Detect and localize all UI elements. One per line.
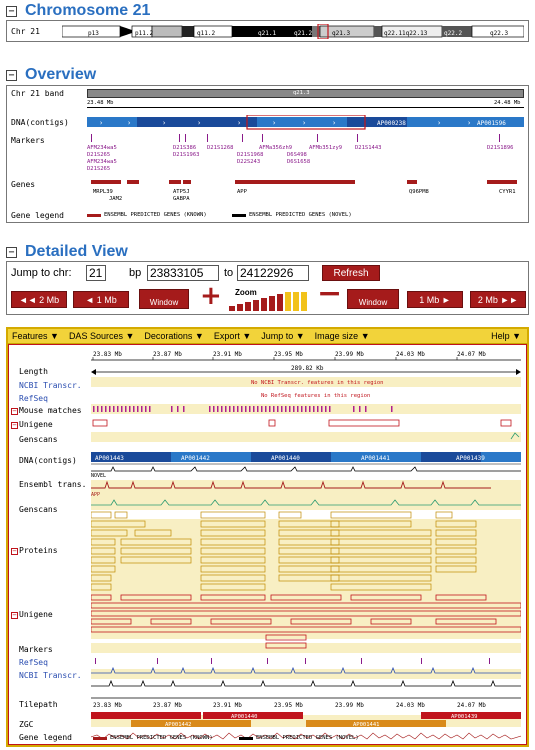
refseq-track-label[interactable]: RefSeq <box>19 394 48 403</box>
tile-label: AP001439 <box>451 714 478 720</box>
tile-label: AP001442 <box>165 722 192 728</box>
detail-contig-label: AP001440 <box>271 455 300 462</box>
gene-label: Q96PM8 <box>409 189 429 195</box>
mouse-track-label: Mouse matches <box>19 406 82 415</box>
svg-text:›: › <box>437 119 442 127</box>
viewer-menubar <box>8 329 527 344</box>
marker-label: D21S1968 <box>237 152 264 158</box>
detail-viewer <box>6 327 529 747</box>
genscans-track-label: Genscans <box>19 435 58 444</box>
band-q21-2: q21.2 <box>294 30 313 37</box>
forward-2mb-button[interactable]: 2 Mb ►► <box>470 291 526 308</box>
marker-label: AFMb351zy9 <box>309 145 343 151</box>
ncbi2-track-label[interactable]: NCBI Transcr. <box>19 671 82 680</box>
marker-label: D21S1268 <box>207 145 234 151</box>
bp-label: bp <box>129 267 142 279</box>
tick-label: 23.83 Mb <box>93 351 122 358</box>
band-q22-2: q22.2 <box>444 30 463 37</box>
zgc-track-label: ZGC <box>19 720 34 729</box>
svg-text:›: › <box>237 119 242 127</box>
back-1mb-button[interactable]: ◄ 1 Mb <box>73 291 129 308</box>
overview-start: 23.48 Mb <box>87 100 114 106</box>
unigene2-track-label: Unigene <box>19 610 53 619</box>
navigation-panel <box>6 261 529 315</box>
marker-label: D21S386 <box>173 145 197 151</box>
menu-das-sources[interactable]: DAS Sources ▼ <box>68 331 135 341</box>
overview-title: Overview <box>25 66 97 83</box>
band-row-label: Chr 21 band <box>11 89 64 98</box>
track-canvas[interactable] <box>91 363 521 745</box>
svg-text:›: › <box>99 119 104 127</box>
band-bar <box>87 89 524 98</box>
gene-label: ATP5J <box>173 189 190 195</box>
chromosome-header <box>6 2 150 20</box>
collapse-unigene-icon[interactable]: − <box>12 421 17 429</box>
marker-label: D21S265 <box>87 166 111 172</box>
detail-contig-label: AP001439 <box>456 455 485 462</box>
detail-contig-label: AP001443 <box>95 455 124 462</box>
proteins-track-label: Proteins <box>19 546 58 555</box>
bottom-tick-label: 23.99 Mb <box>335 702 364 709</box>
bottom-tick-label: 23.95 Mb <box>274 702 303 709</box>
refresh-button[interactable]: Refresh <box>322 265 380 281</box>
collapse-mouse-icon[interactable]: − <box>12 407 17 415</box>
to-label: to <box>224 267 234 279</box>
collapse-unigene2-icon[interactable]: − <box>12 611 17 619</box>
tick-label: 23.87 Mb <box>153 351 182 358</box>
legend-novel-swatch <box>232 214 246 217</box>
chr-label: Chr 21 <box>11 27 40 36</box>
legend-known: ENSEMBL PREDICTED GENES (KNOWN) <box>104 212 207 218</box>
marker-label: AFMa356zh9 <box>259 145 293 151</box>
overview-contig-track[interactable] <box>87 115 524 130</box>
markers-track-label: Markers <box>19 645 53 654</box>
viewer-legend-novel: ENSEMBL PREDICTED GENES (NOVEL) <box>256 735 359 741</box>
band-q11-2: q11.2 <box>197 30 216 37</box>
back-window-button[interactable] <box>139 289 189 309</box>
contig-label: AP000238 <box>377 120 406 127</box>
marker-label: D6S498 <box>287 152 307 158</box>
marker-label: D21S265 <box>87 152 111 158</box>
tilepath-track-label: Tilepath <box>19 700 58 709</box>
app-tag: APP <box>91 492 101 498</box>
overview-panel <box>6 85 529 223</box>
gene-label: JAM2 <box>109 196 123 202</box>
chromosome-title: Chromosome 21 <box>25 2 151 19</box>
band-q21-1: q21.1 <box>258 30 277 37</box>
bottom-tick-label: 24.07 Mb <box>457 702 486 709</box>
ncbi-empty-message: No NCBI Transcr. features in this region <box>251 380 384 386</box>
marker-label: D21S1896 <box>487 145 514 151</box>
collapse-toggle-icon[interactable]: − <box>6 247 17 258</box>
collapse-toggle-icon[interactable]: − <box>6 6 17 17</box>
tile-label: AP001440 <box>231 714 258 720</box>
band-p11-2: p11.2 <box>135 30 154 37</box>
zoom-label: Zoom <box>235 288 257 297</box>
menu-features[interactable]: Features ▼ <box>12 331 59 341</box>
menu-decorations[interactable]: Decorations ▼ <box>144 331 204 341</box>
collapse-proteins-icon[interactable]: − <box>12 547 17 555</box>
marker-label: D6S1658 <box>287 159 311 165</box>
overview-scale-line <box>87 107 524 108</box>
zoom-out-icon[interactable]: − <box>317 276 343 311</box>
unigene-track-label: Unigene <box>19 420 53 429</box>
svg-text:›: › <box>332 119 337 127</box>
marker-label: AFM234wa5 <box>87 145 117 151</box>
legend-novel: ENSEMBL PREDICTED GENES (NOVEL) <box>249 212 352 218</box>
genscans2-track-label: Genscans <box>19 505 58 514</box>
zoom-level-bars[interactable] <box>229 292 311 312</box>
legend-row-label: Gene legend <box>11 211 64 220</box>
dna-row-label: DNA(contigs) <box>11 118 69 127</box>
ensembl-track-label: Ensembl trans. <box>19 480 87 489</box>
dna-track-label: DNA(contigs) <box>19 456 77 465</box>
svg-text:›: › <box>302 119 307 127</box>
svg-text:›: › <box>197 119 202 127</box>
collapse-toggle-icon[interactable]: − <box>6 70 17 81</box>
viewer-body <box>8 344 527 745</box>
gene-label: MRPL39 <box>93 189 113 195</box>
markers-row-label: Markers <box>11 136 45 145</box>
zoom-in-icon[interactable]: + <box>200 281 222 311</box>
svg-text:›: › <box>272 119 277 127</box>
detailed-title: Detailed View <box>25 243 128 260</box>
genes-row-label: Genes <box>11 180 36 189</box>
start-bp-input[interactable]: 23833105 <box>147 265 219 281</box>
length-value: 289.82 Kb <box>291 365 324 372</box>
menu-image-size[interactable]: Image size ▼ <box>314 331 370 341</box>
length-track-label: Length <box>19 367 48 376</box>
forward-window-button[interactable] <box>347 289 399 309</box>
svg-text:›: › <box>162 119 167 127</box>
tick-label: 24.03 Mb <box>396 351 425 358</box>
bottom-tick-label: 24.03 Mb <box>396 702 425 709</box>
chr-input[interactable]: 21 <box>86 265 106 281</box>
bottom-tick-label: 23.83 Mb <box>93 702 122 709</box>
bottom-tick-label: 23.91 Mb <box>213 702 242 709</box>
band-q22-11: q22.11q22.13 <box>384 30 428 37</box>
marker-label: D21S1963 <box>173 152 200 158</box>
forward-1mb-button[interactable]: 1 Mb ► <box>407 291 463 308</box>
band-q22-3: q22.3 <box>490 30 509 37</box>
viewer-legend-known: ENSEMBL PREDICTED GENES (KNOWN) <box>110 735 213 741</box>
chromosome-panel <box>6 20 529 42</box>
marker-label: AFM234wa5 <box>87 159 117 165</box>
bottom-tick-label: 23.87 Mb <box>153 702 182 709</box>
refseq-empty-message: No RefSeq features in this region <box>261 393 371 399</box>
viewer-legend-novel-swatch <box>239 737 253 740</box>
contig-label: AP001596 <box>477 120 506 127</box>
detail-contig-label: AP001441 <box>361 455 390 462</box>
refseq2-track-label[interactable]: RefSeq <box>19 658 48 667</box>
overview-end: 24.48 Mb <box>494 100 521 106</box>
gene-label: GABPA <box>173 196 190 202</box>
svg-text:›: › <box>127 119 132 127</box>
tick-label: 24.07 Mb <box>457 351 486 358</box>
forward-window-label: Window <box>358 298 388 307</box>
tick-label: 23.99 Mb <box>335 351 364 358</box>
marker-label: D22S243 <box>237 159 261 165</box>
top-scale <box>91 348 521 362</box>
overview-header <box>6 66 96 84</box>
tick-label: 23.91 Mb <box>213 351 242 358</box>
back-window-label: Window <box>149 298 179 307</box>
band-p13: p13 <box>88 30 99 37</box>
gene-label: CYYR1 <box>499 189 516 195</box>
gene-label: APP <box>237 189 247 195</box>
ncbi-track-label[interactable]: NCBI Transcr. <box>19 381 82 390</box>
legend-track-label: Gene legend <box>19 733 72 742</box>
overview-genes-track[interactable] <box>87 176 524 210</box>
detailed-header <box>6 243 128 261</box>
legend-known-swatch <box>87 214 101 217</box>
menu-jump-to[interactable]: Jump to ▼ <box>261 331 305 341</box>
detail-contig-label: AP001442 <box>181 455 210 462</box>
back-2mb-button[interactable]: ◄◄ 2 Mb <box>11 291 67 308</box>
viewer-legend-known-swatch <box>93 737 107 740</box>
tick-label: 23.95 Mb <box>274 351 303 358</box>
marker-label: D21S1443 <box>355 145 382 151</box>
end-bp-input[interactable]: 24122926 <box>237 265 309 281</box>
menu-help[interactable]: Help ▼ <box>491 331 521 341</box>
tile-label: AP001441 <box>353 722 380 728</box>
chromosome-ideogram[interactable] <box>62 24 524 39</box>
menu-export[interactable]: Export ▼ <box>213 331 252 341</box>
novel-tag: NOVEL <box>91 473 107 479</box>
band-q21-3: q21.3 <box>332 30 351 37</box>
band-name: q21.3 <box>293 90 310 96</box>
svg-text:›: › <box>467 119 472 127</box>
jump-label: Jump to chr: <box>11 267 72 279</box>
